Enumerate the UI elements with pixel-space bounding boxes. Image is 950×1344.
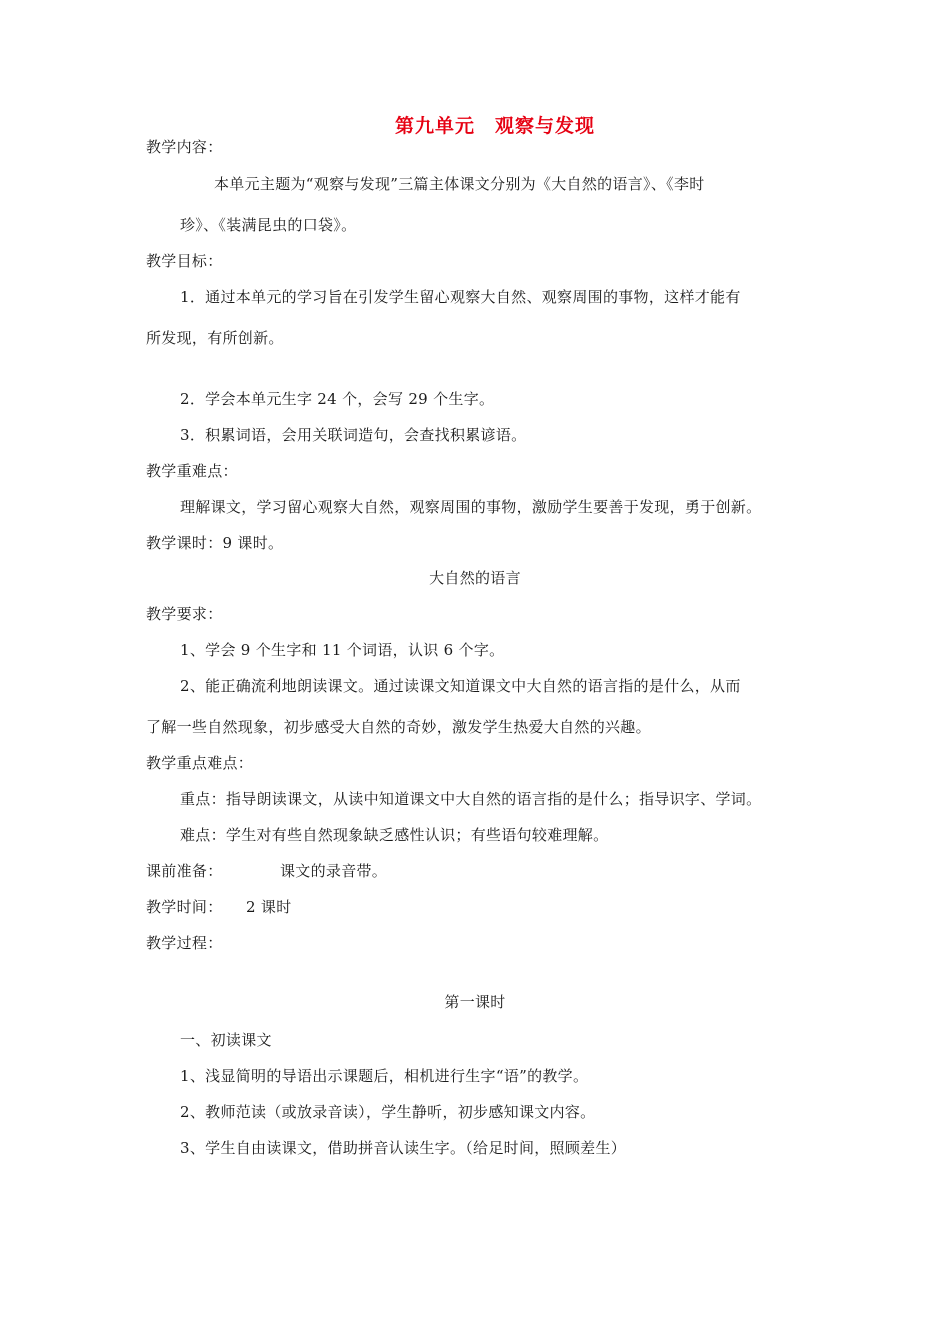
requirement-1: 1、学会 9 个生字和 11 个词语，认识 6 个字。: [180, 641, 505, 659]
time-value: 2 课时: [246, 898, 292, 916]
heading-goals: 教学目标：: [146, 252, 223, 270]
step-1-item-1: 1、浅显简明的导语出示课题后，相机进行生字“语”的教学。: [180, 1067, 589, 1085]
prep-label: 课前准备：: [146, 862, 223, 880]
heading-focus: 教学重点难点：: [146, 754, 254, 772]
time-label: 教学时间：: [146, 898, 223, 916]
heading-requirements: 教学要求：: [146, 605, 223, 623]
requirement-2-line-1: 2、能正确流利地朗读课文。通过读课文知道课文中大自然的语言指的是什么，从而: [180, 677, 741, 695]
goal-1-line-2: 所发现，有所创新。: [146, 329, 284, 347]
lesson-title: 大自然的语言: [429, 569, 521, 587]
heading-key-points: 教学重难点：: [146, 462, 238, 480]
difficulty-text: 难点：学生对有些自然现象缺乏感性认识；有些语句较难理解。: [180, 826, 609, 844]
requirement-2-line-2: 了解一些自然现象，初步感受大自然的奇妙，激发学生热爱大自然的兴趣。: [146, 718, 651, 736]
period-title: 第一课时: [444, 993, 506, 1011]
heading-content: 教学内容：: [146, 138, 223, 156]
content-line-1: 本单元主题为“观察与发现”三篇主体课文分别为《大自然的语言》、《李时: [214, 175, 705, 193]
step-1-item-2: 2、教师范读（或放录音读），学生静听，初步感知课文内容。: [180, 1103, 596, 1121]
goal-2: 2．学会本单元生字 24 个，会写 29 个生字。: [180, 390, 495, 408]
goal-1-line-1: 1．通过本单元的学习旨在引发学生留心观察大自然、观察周围的事物，这样才能有: [180, 288, 741, 306]
step-1-heading: 一、初读课文: [180, 1031, 272, 1049]
focus-text: 重点：指导朗读课文，从读中知道课文中大自然的语言指的是什么；指导识字、学词。: [180, 790, 762, 808]
content-line-2: 珍》、《装满昆虫的口袋》。: [180, 216, 357, 234]
step-1-item-3: 3、学生自由读课文，借助拼音认读生字。（给足时间，照顾差生）: [180, 1139, 627, 1157]
prep-value: 课文的录音带。: [280, 862, 388, 880]
class-hours: 教学课时：9 课时。: [146, 534, 284, 552]
heading-process: 教学过程：: [146, 934, 223, 952]
goal-3: 3．积累词语，会用关联词造句，会查找积累谚语。: [180, 426, 527, 444]
unit-title: 第九单元 观察与发现: [394, 115, 595, 137]
key-points-text: 理解课文，学习留心观察大自然，观察周围的事物，激励学生要善于发现，勇于创新。: [180, 498, 762, 516]
